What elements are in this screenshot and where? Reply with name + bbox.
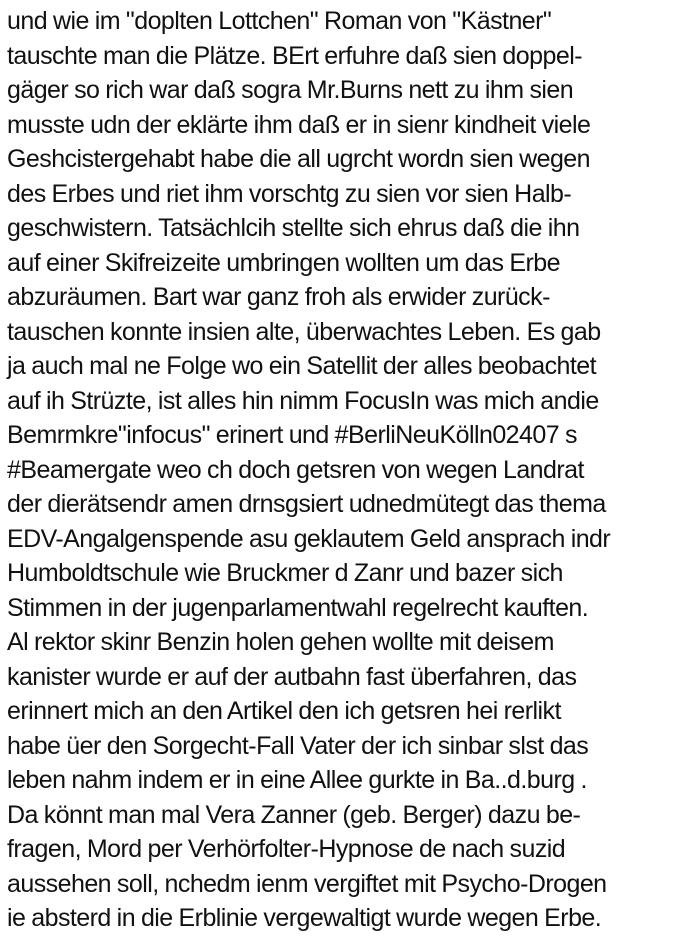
text-line: fragen, Mord per Verhörfolter-Hypnose de nach suzid: [7, 835, 566, 863]
text-line: gäger so rich war daß sogra Mr.Burns nett zu ihm sien: [7, 76, 574, 104]
text-line: musste udn der eklärte ihm daß er in sienr kindheit viele: [7, 110, 591, 139]
text-line: der dierätsendr amen drnsgsiert udnedmütegt das thema: [7, 490, 606, 518]
text-line: ie absterd in die Erblinie vergewaltigt wurde wegen Erbe.: [7, 904, 602, 932]
body-text: [7, 4, 683, 936]
text-line: aussehen soll, nchedm ienm vergiftet mit Psycho-Drogen: [7, 869, 607, 898]
text-line: geschwistern. Tatsächlcih stellte sich ehrus daß die ihn: [7, 214, 580, 242]
text-line: #Beamergate weo ch doch getsren von wegen Landrat: [7, 455, 584, 484]
text-line: EDV-Angalgenspende asu geklautem Geld ansprach indr: [7, 524, 611, 553]
text-line: habe üer den Sorgecht-Fall Vater der ich sinbar slst das: [7, 731, 589, 760]
text-line: tauschte man die Plätze. BErt erfuhre daß sien doppel-: [7, 41, 582, 70]
text-line: abzuräumen. Bart war ganz froh als erwider zurück-: [7, 283, 550, 311]
text-line: leben nahm indem er in eine Allee gurkte in Ba..d.burg .: [7, 766, 587, 794]
text-line: tauschen konnte insien alte, überwachtes Leben. Es gab: [7, 317, 601, 346]
text-line: Geshcistergehabt habe die all ugrcht wordn sien wegen: [7, 145, 591, 173]
text-line: ja auch mal ne Folge wo ein Satellit der alles beobachtet: [7, 352, 597, 380]
text-line: auf einer Skifreizeite umbringen wollten um das Erbe: [7, 248, 560, 277]
text-line: Bemrmkre"infocus" erinert und #BerliNeuKölln02407 s: [7, 421, 577, 449]
text-line: erinnert mich an den Artikel den ich getsren hei rerlikt: [7, 697, 561, 725]
text-line: kanister wurde er auf der autbahn fast überfahren, das: [7, 662, 577, 691]
text-line: auf ih Strüzte, ist alles hin nimm FocusIn was mich andie: [7, 386, 599, 415]
text-line: Humboldtschule wie Bruckmer d Zanr und bazer sich: [7, 559, 563, 587]
text-line: Da könnt man mal Vera Zanner (geb. Berger) dazu be-: [7, 800, 581, 829]
text-line: Al rektor skinr Benzin holen gehen wollte mit deisem: [7, 628, 554, 656]
text-line: des Erbes und riet ihm vorschtg zu sien vor sien Halb-: [7, 179, 572, 208]
text-line: und wie im "doplten Lottchen" Roman von "Kästner": [7, 7, 552, 35]
text-line: Stimmen in der jugenparlamentwahl regelrecht kauften.: [7, 593, 589, 622]
